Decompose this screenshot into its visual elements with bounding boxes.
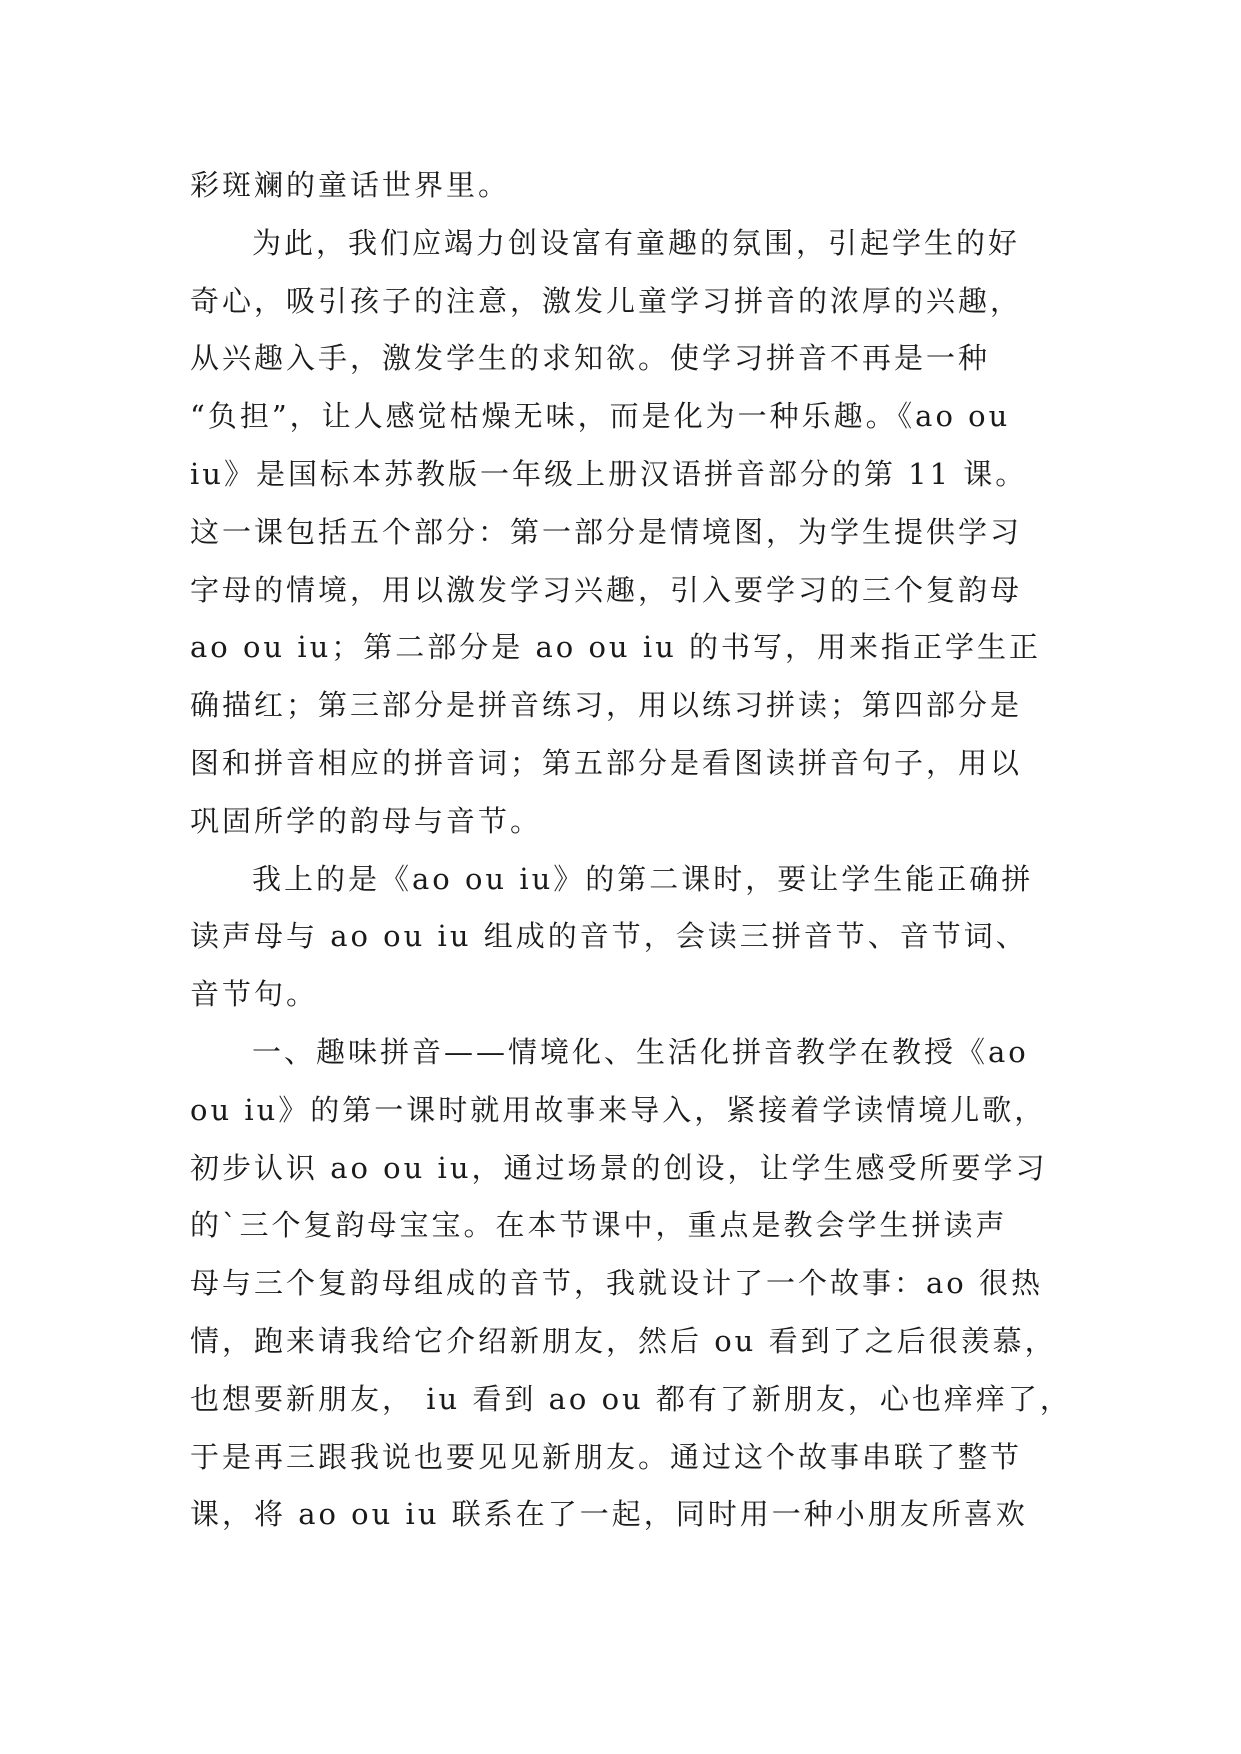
text-line: 课，将 ao ou iu 联系在了一起，同时用一种小朋友所喜欢 (190, 1497, 1028, 1532)
text-line: 情，跑来请我给它介绍新朋友，然后 ou 看到了之后很羡慕， (190, 1323, 1057, 1358)
text-line: 初步认识 ao ou iu，通过场景的创设，让学生感受所要学习 (190, 1150, 1048, 1185)
paragraph-first-line: 为此，我们应竭力创设富有童趣的氛围，引起学生的好 (252, 225, 1021, 260)
text-line: 图和拼音相应的拼音词；第五部分是看图读拼音句子，用以 (190, 745, 1023, 780)
text-line: 字母的情境，用以激发学习兴趣，引入要学习的三个复韵母 (190, 572, 1023, 607)
text-line: 确描红；第三部分是拼音练习，用以练习拼读；第四部分是 (190, 688, 1023, 723)
paragraph-first-line: 我上的是《ao ou iu》的第二课时，要让学生能正确拼 (252, 861, 1034, 896)
text-line: 彩斑斓的童话世界里。 (190, 168, 511, 202)
text-line: 母与三个复韵母组成的音节，我就设计了一个故事：ao 很热 (190, 1266, 1043, 1301)
text-line: 于是再三跟我说也要见见新朋友。通过这个故事串联了整节 (190, 1439, 1023, 1474)
text-line: ao ou iu；第二部分是 ao ou iu 的书写，用来指正学生正 (190, 630, 1041, 665)
text-line: ou iu》的第一课时就用故事来导入，紧接着学读情境儿歌， (190, 1092, 1047, 1127)
paragraph-first-line: 一、趣味拼音——情境化、生活化拼音教学在教授《ao (252, 1034, 1029, 1069)
text-line: 从兴趣入手，激发学生的求知欲。使学习拼音不再是一种 (190, 341, 991, 376)
body-text (190, 157, 1070, 1544)
text-line: 音节句。 (190, 977, 319, 1012)
text-line: 读声母与 ao ou iu 组成的音节，会读三拼音节、音节词、 (190, 919, 1028, 954)
text-line: iu》是国标本苏教版一年级上册汉语拼音部分的第 11 课。 (190, 456, 1028, 491)
text-line: 奇心，吸引孩子的注意，激发儿童学习拼音的浓厚的兴趣， (190, 283, 1023, 318)
text-line: 巩固所学的韵母与音节。 (190, 803, 543, 838)
text-line: 也想要新朋友， iu 看到 ao ou 都有了新朋友，心也痒痒了， (190, 1381, 1072, 1416)
text-line: “负担”，让人感觉枯燥无味，而是化为一种乐趣。《ao ou (190, 399, 1011, 434)
text-line: 这一课包括五个部分：第一部分是情境图，为学生提供学习 (190, 514, 1023, 549)
text-line: 的`三个复韵母宝宝。在本节课中，重点是教会学生拼读声 (190, 1208, 1008, 1243)
